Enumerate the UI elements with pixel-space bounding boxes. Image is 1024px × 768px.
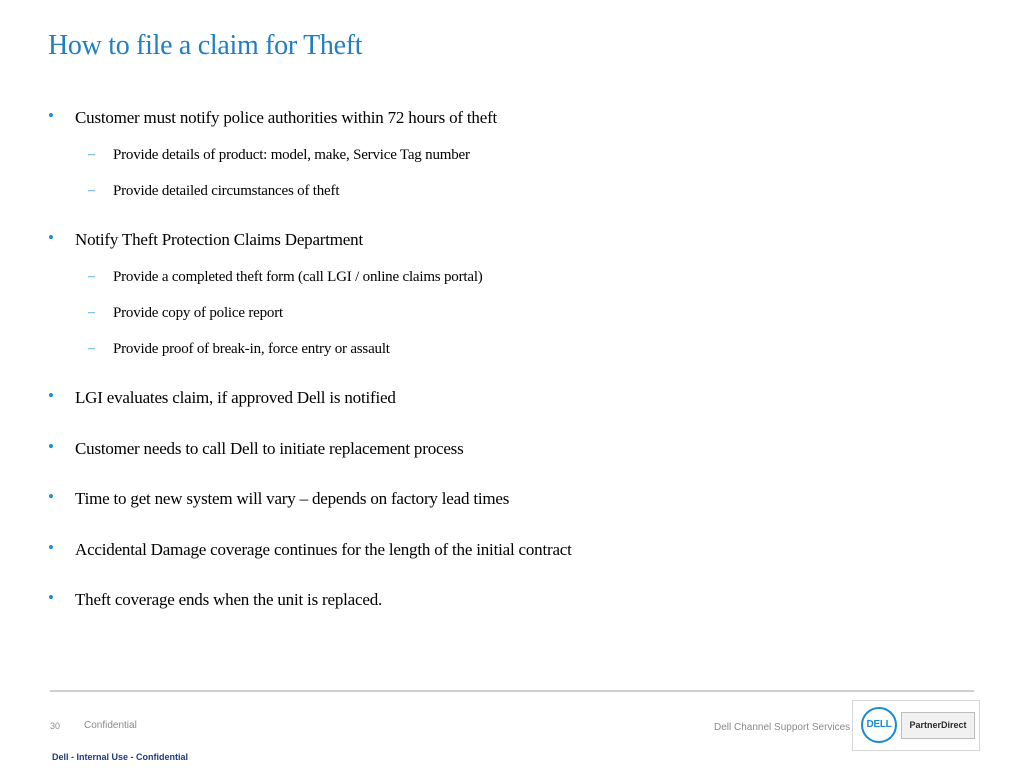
partnerdirect-text: PartnerDirect <box>909 720 967 730</box>
bullet-text: Customer needs to call Dell to initiate replacement process <box>75 439 464 458</box>
page-number: 30 <box>50 721 61 731</box>
dell-partnerdirect-logo <box>852 700 980 751</box>
slide-title: How to file a claim for Theft <box>48 30 363 61</box>
bullet-marker: • <box>48 228 54 247</box>
sub-bullet-text: Provide copy of police report <box>113 305 283 321</box>
bullet-text: Notify Theft Protection Claims Department <box>75 230 363 249</box>
confidential-label: Confidential <box>84 720 137 731</box>
bullet-marker: • <box>48 538 54 557</box>
bullet-marker: • <box>48 386 54 405</box>
bullet-marker: • <box>48 487 54 506</box>
internal-use-notice: Dell - Internal Use - Confidential <box>52 752 189 762</box>
bullet-text: Customer must notify police authorities within 72 hours of theft <box>75 108 498 127</box>
sub-bullet-text: Provide details of product: model, make, Service Tag number <box>113 147 470 163</box>
sub-bullet-text: Provide a completed theft form (call LGI / online claims portal) <box>113 269 483 285</box>
sub-bullet-marker: – <box>88 183 95 198</box>
sub-bullet-text: Provide detailed circumstances of theft <box>113 183 340 199</box>
sub-bullet-marker: – <box>88 305 95 320</box>
bullet-marker: • <box>48 106 54 125</box>
bullet-text: LGI evaluates claim, if approved Dell is notified <box>75 388 396 407</box>
bullet-text: Accidental Damage coverage continues for the length of the initial contract <box>75 540 572 559</box>
dell-logo-text: DELL <box>866 719 892 730</box>
sub-bullet-marker: – <box>88 269 95 284</box>
dell-logo-icon <box>861 707 897 743</box>
bullet-marker: • <box>48 437 54 456</box>
bullet-text: Time to get new system will vary – depends on factory lead times <box>75 489 510 508</box>
support-services-label: Dell Channel Support Services <box>714 722 851 733</box>
bullet-text: Theft coverage ends when the unit is replaced. <box>75 590 383 609</box>
footer-divider <box>50 690 974 692</box>
partnerdirect-badge <box>901 712 975 739</box>
sub-bullet-text: Provide proof of break-in, force entry or assault <box>113 341 390 357</box>
bullet-marker: • <box>48 588 54 607</box>
sub-bullet-marker: – <box>88 147 95 162</box>
sub-bullet-marker: – <box>88 341 95 356</box>
